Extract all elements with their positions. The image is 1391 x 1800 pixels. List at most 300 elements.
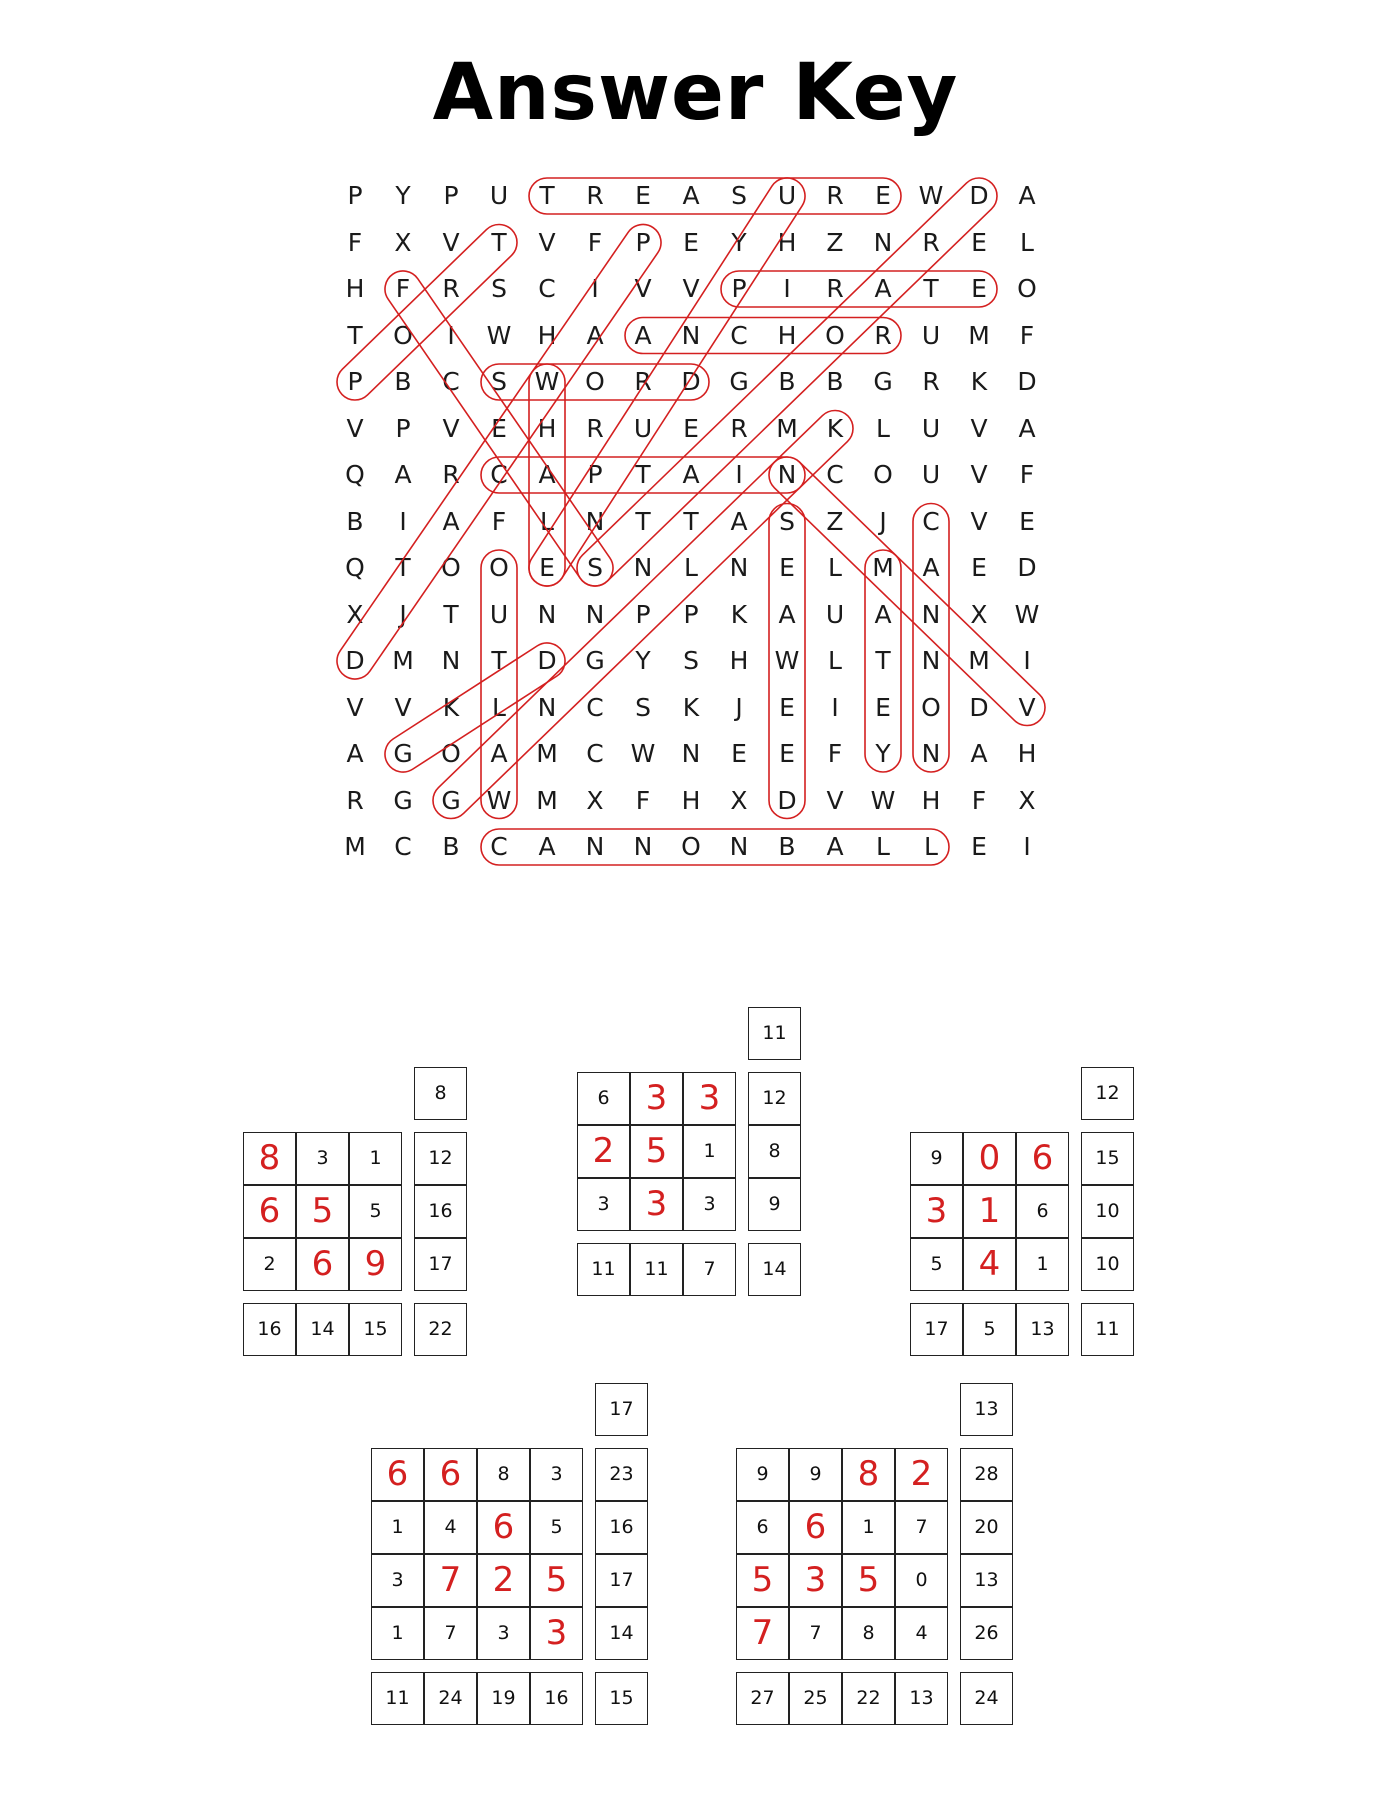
grid-letter: P [395, 413, 411, 443]
column-sum: 5 [963, 1303, 1016, 1356]
grid-letter: R [586, 181, 604, 210]
answer-cell: 3 [910, 1185, 963, 1238]
answer-cell: 2 [477, 1554, 530, 1607]
grid-letter: W [630, 739, 656, 768]
grid-letter: P [731, 274, 747, 303]
answer-cell: 6 [477, 1501, 530, 1554]
row-sum: 10 [1081, 1185, 1134, 1238]
grid-letter: E [779, 553, 795, 582]
grid-letter: T [491, 227, 507, 257]
page-title: Answer Key [432, 48, 959, 138]
grid-letter: H [777, 320, 797, 350]
grid-letter: N [633, 553, 653, 582]
grid-letter: U [777, 181, 797, 210]
grid-letter: A [970, 739, 988, 768]
grid-letter: Q [345, 553, 365, 582]
given-cell: 7 [789, 1607, 842, 1660]
grid-letter: G [585, 646, 605, 675]
grid-letter: H [681, 785, 701, 815]
given-cell: 3 [296, 1132, 349, 1185]
grid-letter: H [345, 274, 365, 303]
grid-letter: R [634, 367, 652, 396]
grid-letter: V [634, 274, 652, 303]
answer-cell: 2 [895, 1448, 948, 1501]
grid-letter: O [681, 832, 701, 861]
column-sum: 7 [683, 1243, 736, 1296]
grid-letter: V [970, 413, 988, 443]
row-sum: 12 [748, 1072, 801, 1125]
grid-letter: A [874, 599, 892, 629]
grid-letter: E [491, 413, 507, 443]
grid-letter: J [879, 506, 887, 536]
grid-letter: D [777, 785, 797, 815]
grid-letter: T [923, 274, 939, 303]
given-cell: 3 [371, 1554, 424, 1607]
given-cell: 6 [577, 1072, 630, 1125]
grid-letter: A [442, 506, 460, 536]
grid-letter: L [540, 506, 554, 536]
grid-letter: C [538, 274, 556, 303]
grid-letter: E [779, 692, 795, 722]
diagonal-sum-bottom: 14 [748, 1243, 801, 1296]
grid-letter: Z [826, 227, 844, 257]
grid-letter: U [921, 460, 941, 489]
grid-letter: T [347, 320, 363, 350]
row-sum: 20 [960, 1501, 1013, 1554]
grid-letter: S [779, 506, 795, 536]
grid-letter: X [1018, 785, 1036, 815]
given-cell: 9 [910, 1132, 963, 1185]
grid-letter: D [1017, 553, 1037, 582]
grid-letter: H [777, 227, 797, 257]
diagonal-sum-top: 8 [414, 1067, 467, 1120]
grid-letter: V [442, 413, 460, 443]
grid-letter: I [447, 320, 455, 350]
grid-letter: U [825, 599, 845, 629]
diagonal-sum-top: 17 [595, 1383, 648, 1436]
grid-letter: M [344, 832, 366, 861]
grid-letter: A [682, 181, 700, 210]
grid-letter: T [875, 646, 891, 675]
grid-letter: S [635, 692, 651, 722]
grid-letter: O [825, 320, 845, 350]
grid-letter: F [1019, 460, 1035, 489]
grid-letter: O [873, 460, 893, 489]
grid-letter: T [443, 599, 459, 629]
grid-letter: X [730, 785, 748, 815]
given-cell: 5 [349, 1185, 402, 1238]
given-cell: 6 [736, 1501, 789, 1554]
grid-letter: E [971, 553, 987, 582]
grid-letter: F [347, 227, 363, 257]
row-sum: 26 [960, 1607, 1013, 1660]
row-sum: 16 [595, 1501, 648, 1554]
column-sum: 11 [630, 1243, 683, 1296]
grid-letter: N [537, 599, 557, 629]
grid-letter: X [346, 599, 364, 629]
given-cell: 8 [842, 1607, 895, 1660]
grid-letter: O [441, 739, 461, 768]
row-sum: 12 [414, 1132, 467, 1185]
given-cell: 2 [243, 1238, 296, 1291]
grid-letter: R [874, 320, 892, 350]
grid-letter: H [537, 320, 557, 350]
grid-letter: A [1018, 413, 1036, 443]
grid-letter: E [971, 832, 987, 861]
answer-cell: 6 [371, 1448, 424, 1501]
grid-letter: O [441, 553, 461, 582]
grid-letter: T [395, 553, 411, 582]
grid-letter: K [442, 692, 460, 722]
row-sum: 13 [960, 1554, 1013, 1607]
grid-letter: K [826, 413, 844, 443]
answer-cell: 7 [736, 1607, 789, 1660]
grid-letter: C [730, 320, 748, 350]
answer-cell: 3 [630, 1072, 683, 1125]
grid-letter: N [873, 227, 893, 257]
row-sum: 8 [748, 1125, 801, 1178]
grid-letter: B [394, 367, 412, 396]
answer-cell: 4 [963, 1238, 1016, 1291]
grid-letter: N [729, 832, 749, 861]
grid-letter: D [537, 646, 557, 675]
grid-letter: C [490, 832, 508, 861]
grid-letter: K [682, 692, 700, 722]
answer-cell: 6 [789, 1501, 842, 1554]
given-cell: 1 [1016, 1238, 1069, 1291]
grid-letter: E [635, 181, 651, 210]
given-cell: 1 [683, 1125, 736, 1178]
grid-letter: X [394, 227, 412, 257]
grid-letter: Q [345, 460, 365, 489]
grid-letter: M [872, 553, 894, 582]
given-cell: 9 [789, 1448, 842, 1501]
grid-letter: O [393, 320, 413, 350]
diagonal-sum-bottom: 11 [1081, 1303, 1134, 1356]
row-sum: 17 [414, 1238, 467, 1291]
grid-letter: A [922, 553, 940, 582]
grid-letter: T [539, 181, 555, 210]
grid-letter: A [1018, 181, 1036, 210]
given-cell: 0 [895, 1554, 948, 1607]
grid-letter: V [682, 274, 700, 303]
grid-letter: D [969, 692, 989, 722]
answer-cell: 5 [630, 1125, 683, 1178]
grid-letter: S [683, 646, 699, 675]
answer-cell: 7 [424, 1554, 477, 1607]
grid-letter: T [635, 460, 651, 489]
grid-letter: Y [731, 227, 747, 257]
grid-letter: W [774, 646, 800, 675]
grid-letter: N [585, 832, 605, 861]
grid-letter: W [486, 320, 512, 350]
answer-cell: 2 [577, 1125, 630, 1178]
grid-letter: W [870, 785, 896, 815]
grid-letter: W [534, 367, 560, 396]
grid-letter: R [442, 274, 460, 303]
grid-letter: G [441, 785, 461, 815]
grid-letter: S [587, 553, 603, 582]
column-sum: 19 [477, 1672, 530, 1725]
grid-letter: R [826, 181, 844, 210]
grid-letter: U [633, 413, 653, 443]
grid-letter: L [684, 553, 698, 582]
grid-letter: L [876, 413, 890, 443]
grid-letter: Y [875, 739, 891, 768]
answer-cell: 6 [296, 1238, 349, 1291]
given-cell: 5 [530, 1501, 583, 1554]
row-sum: 15 [1081, 1132, 1134, 1185]
grid-letter: L [876, 832, 890, 861]
grid-letter: G [393, 739, 413, 768]
grid-letter: L [924, 832, 938, 861]
grid-letter: U [489, 181, 509, 210]
row-sum: 10 [1081, 1238, 1134, 1291]
grid-letter: F [827, 739, 843, 768]
grid-letter: P [635, 227, 651, 257]
grid-letter: M [776, 413, 798, 443]
grid-letter: L [492, 692, 506, 722]
grid-letter: R [730, 413, 748, 443]
grid-letter: T [635, 506, 651, 536]
column-sum: 25 [789, 1672, 842, 1725]
grid-letter: I [1023, 832, 1031, 861]
given-cell: 1 [842, 1501, 895, 1554]
given-cell: 1 [371, 1607, 424, 1660]
given-cell: 8 [477, 1448, 530, 1501]
grid-letter: D [345, 646, 365, 675]
diagonal-sum-bottom: 22 [414, 1303, 467, 1356]
grid-letter: N [921, 739, 941, 768]
given-cell: 9 [736, 1448, 789, 1501]
grid-letter: I [399, 506, 407, 536]
grid-letter: A [634, 320, 652, 350]
grid-letter: B [778, 832, 796, 861]
answer-cell: 8 [842, 1448, 895, 1501]
grid-letter: D [681, 367, 701, 396]
grid-letter: L [828, 646, 842, 675]
grid-letter: F [971, 785, 987, 815]
answer-cell: 6 [1016, 1132, 1069, 1185]
given-cell: 5 [910, 1238, 963, 1291]
given-cell: 4 [424, 1501, 477, 1554]
grid-letter: G [729, 367, 749, 396]
grid-letter: P [443, 181, 459, 210]
given-cell: 3 [530, 1448, 583, 1501]
grid-letter: V [394, 692, 412, 722]
grid-letter: B [442, 832, 460, 861]
row-sum: 16 [414, 1185, 467, 1238]
grid-letter: N [441, 646, 461, 675]
grid-letter: B [778, 367, 796, 396]
grid-letter: C [586, 692, 604, 722]
grid-letter: V [538, 227, 556, 257]
grid-letter: U [921, 320, 941, 350]
grid-letter: G [393, 785, 413, 815]
grid-letter: M [968, 646, 990, 675]
word-highlight-outlaw [481, 550, 517, 819]
answer-cell: 8 [243, 1132, 296, 1185]
column-sum: 22 [842, 1672, 895, 1725]
grid-letter: A [682, 460, 700, 489]
answer-cell: 6 [243, 1185, 296, 1238]
grid-letter: A [826, 832, 844, 861]
grid-letter: F [635, 785, 651, 815]
grid-letter: S [491, 274, 507, 303]
grid-letter: I [591, 274, 599, 303]
grid-letter: V [346, 692, 364, 722]
grid-letter: P [347, 367, 363, 396]
grid-letter: H [729, 646, 749, 675]
grid-letter: N [921, 599, 941, 629]
grid-letter: E [875, 692, 891, 722]
grid-letter: C [922, 506, 940, 536]
answer-cell: 1 [963, 1185, 1016, 1238]
column-sum: 11 [577, 1243, 630, 1296]
grid-letter: P [683, 599, 699, 629]
given-cell: 3 [577, 1178, 630, 1231]
grid-letter: W [1014, 599, 1040, 629]
grid-letter: D [969, 181, 989, 210]
grid-letter: M [392, 646, 414, 675]
grid-letter: O [921, 692, 941, 722]
diagonal-sum-top: 13 [960, 1383, 1013, 1436]
grid-letter: I [1023, 646, 1031, 675]
grid-letter: J [399, 599, 407, 629]
column-sum: 17 [910, 1303, 963, 1356]
grid-letter: P [347, 181, 363, 210]
column-sum: 11 [371, 1672, 424, 1725]
word-highlight-anchor [625, 318, 901, 354]
grid-letter: R [922, 367, 940, 396]
grid-letter: U [921, 413, 941, 443]
grid-letter: C [394, 832, 412, 861]
grid-letter: W [486, 785, 512, 815]
grid-letter: E [731, 739, 747, 768]
grid-letter: D [1017, 367, 1037, 396]
grid-letter: K [970, 367, 988, 396]
answer-cell: 9 [349, 1238, 402, 1291]
grid-letter: M [536, 785, 558, 815]
grid-letter: H [921, 785, 941, 815]
grid-letter: F [395, 274, 411, 303]
grid-letter: Y [395, 181, 411, 210]
column-sum: 13 [895, 1672, 948, 1725]
grid-letter: A [346, 739, 364, 768]
answer-cell: 0 [963, 1132, 1016, 1185]
word-highlight-pirate [721, 271, 997, 307]
grid-letter: V [970, 506, 988, 536]
answer-cell: 5 [736, 1554, 789, 1607]
grid-letter: H [537, 413, 557, 443]
grid-letter: E [683, 413, 699, 443]
grid-letter: C [490, 460, 508, 489]
grid-letter: N [537, 692, 557, 722]
grid-letter: A [730, 506, 748, 536]
grid-letter: C [586, 739, 604, 768]
grid-letter: R [346, 785, 364, 815]
grid-letter: P [635, 599, 651, 629]
grid-letter: O [1017, 274, 1037, 303]
given-cell: 1 [371, 1501, 424, 1554]
answer-cell: 5 [842, 1554, 895, 1607]
grid-letter: W [918, 181, 944, 210]
grid-letter: A [874, 274, 892, 303]
grid-letter: E [683, 227, 699, 257]
given-cell: 3 [683, 1178, 736, 1231]
row-sum: 28 [960, 1448, 1013, 1501]
grid-letter: N [585, 506, 605, 536]
grid-letter: S [491, 367, 507, 396]
given-cell: 7 [895, 1501, 948, 1554]
given-cell: 6 [1016, 1185, 1069, 1238]
answer-cell: 5 [530, 1554, 583, 1607]
column-sum: 24 [424, 1672, 477, 1725]
column-sum: 16 [243, 1303, 296, 1356]
grid-letter: N [921, 646, 941, 675]
grid-letter: U [489, 599, 509, 629]
diagonal-sum-top: 12 [1081, 1067, 1134, 1120]
grid-letter: V [346, 413, 364, 443]
answer-cell: 3 [530, 1607, 583, 1660]
grid-letter: H [1017, 739, 1037, 768]
grid-letter: R [442, 460, 460, 489]
grid-letter: A [394, 460, 412, 489]
grid-letter: S [731, 181, 747, 210]
grid-letter: N [585, 599, 605, 629]
row-sum: 9 [748, 1178, 801, 1231]
grid-letter: C [826, 460, 844, 489]
grid-letter: F [1019, 320, 1035, 350]
grid-letter: K [730, 599, 748, 629]
grid-letter: N [777, 460, 797, 489]
answer-cell: 6 [424, 1448, 477, 1501]
grid-letter: O [585, 367, 605, 396]
grid-letter: P [587, 460, 603, 489]
grid-letter: I [783, 274, 791, 303]
grid-letter: V [1018, 692, 1036, 722]
grid-letter: V [826, 785, 844, 815]
answer-cell: 3 [683, 1072, 736, 1125]
grid-letter: E [971, 227, 987, 257]
diagonal-sum-bottom: 24 [960, 1672, 1013, 1725]
grid-letter: G [873, 367, 893, 396]
grid-letter: A [778, 599, 796, 629]
grid-letter: N [681, 739, 701, 768]
grid-letter: O [489, 553, 509, 582]
grid-letter: R [826, 274, 844, 303]
grid-letter: B [826, 367, 844, 396]
given-cell: 7 [424, 1607, 477, 1660]
grid-letter: Y [635, 646, 651, 675]
answer-cell: 5 [296, 1185, 349, 1238]
grid-letter: A [538, 460, 556, 489]
grid-letter: M [968, 320, 990, 350]
grid-letter: F [587, 227, 603, 257]
grid-letter: I [831, 692, 839, 722]
grid-letter: E [971, 274, 987, 303]
column-sum: 16 [530, 1672, 583, 1725]
grid-letter: R [586, 413, 604, 443]
grid-letter: X [970, 599, 988, 629]
grid-letter: J [735, 692, 743, 722]
column-sum: 27 [736, 1672, 789, 1725]
grid-letter: I [735, 460, 743, 489]
grid-letter: X [586, 785, 604, 815]
grid-letter: A [586, 320, 604, 350]
grid-letter: E [779, 739, 795, 768]
grid-letter: T [683, 506, 699, 536]
